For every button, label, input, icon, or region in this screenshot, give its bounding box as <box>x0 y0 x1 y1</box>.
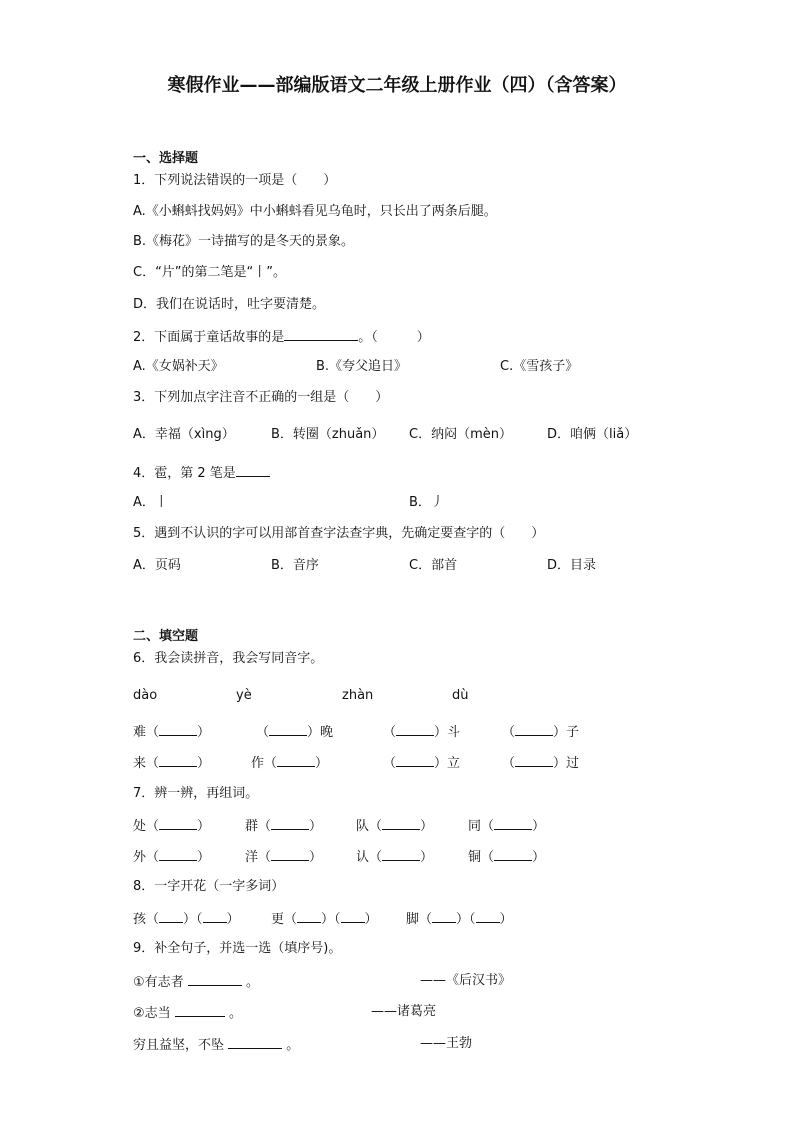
question-3-option-b: B．转圈（zhuǎn） <box>271 427 385 442</box>
answer-blank[interactable] <box>159 817 197 830</box>
answer-blank[interactable] <box>188 973 242 986</box>
pinyin-dao: dào <box>133 688 158 703</box>
answer-blank[interactable] <box>277 754 315 767</box>
question-4-option-a: A．丨 <box>133 495 168 510</box>
q7-r2-item3: 认（ ） <box>356 850 434 865</box>
question-5-stem: 5．遇到不认识的字可以用部首查字法查字典，先确定要查字的（ ） <box>133 526 545 541</box>
q7-r1-item1: 处（ ） <box>133 819 211 834</box>
section-heading-choice: 一、选择题 <box>133 151 199 166</box>
q6-r1-item3: （ ）斗 <box>383 725 461 740</box>
answer-blank[interactable] <box>432 910 456 923</box>
question-1-option-a: A.《小蝌蚪找妈妈》中小蝌蚪看见乌龟时，只长出了两条后腿。 <box>133 204 497 219</box>
section-heading-fill: 二、填空题 <box>133 629 199 644</box>
question-3-stem: 3．下列加点字注音不正确的一组是（ ） <box>133 390 389 405</box>
answer-blank[interactable] <box>396 754 434 767</box>
answer-blank[interactable] <box>515 723 553 736</box>
answer-blank[interactable] <box>236 464 270 477</box>
q8-item-geng: 更（ ）（ ） <box>271 912 378 927</box>
question-5-option-a: A．页码 <box>133 558 181 573</box>
answer-blank[interactable] <box>515 754 553 767</box>
question-3-option-d: D．咱俩（liǎ） <box>547 427 638 442</box>
q7-r1-item4: 同（ ） <box>468 819 546 834</box>
question-4-option-b: B．丿 <box>409 495 444 510</box>
answer-blank[interactable] <box>284 328 358 341</box>
q6-r1-item2: （ ）晚 <box>256 725 334 740</box>
answer-blank[interactable] <box>175 1004 225 1017</box>
answer-blank[interactable] <box>396 723 434 736</box>
q6-r2-item3: （ ）立 <box>383 756 461 771</box>
q6-r1-item4: （ ）子 <box>502 725 580 740</box>
q8-item-hai: 孩（ ）（ ） <box>133 912 240 927</box>
question-2-stem-tail: 。（ ） <box>358 330 430 345</box>
q7-r2-item4: 铜（ ） <box>468 850 546 865</box>
answer-blank[interactable] <box>382 848 420 861</box>
question-1-option-d: D．我们在说话时，吐字要清楚。 <box>133 297 326 312</box>
answer-blank[interactable] <box>494 817 532 830</box>
q7-r1-item2: 群（ ） <box>245 819 323 834</box>
question-4-stem-text: 4．雹，第 2 笔是 <box>133 466 236 481</box>
answer-blank[interactable] <box>297 910 321 923</box>
question-6-stem: 6．我会读拼音，我会写同音字。 <box>133 651 324 666</box>
answer-blank[interactable] <box>271 848 309 861</box>
pinyin-ye: yè <box>236 688 252 703</box>
q6-r2-item4: （ ）过 <box>502 756 580 771</box>
answer-blank[interactable] <box>382 817 420 830</box>
answer-blank[interactable] <box>159 910 183 923</box>
question-4-stem <box>133 464 270 482</box>
question-5-option-c: C．部首 <box>409 558 458 573</box>
pinyin-zhan: zhàn <box>342 688 374 703</box>
question-2-stem-text: 2．下面属于童话故事的是 <box>133 330 285 345</box>
question-2-option-a: A.《女娲补天》 <box>133 359 224 374</box>
question-3-option-c: C．纳闷（mèn） <box>409 427 512 442</box>
answer-blank[interactable] <box>159 723 197 736</box>
question-1-stem: 1．下列说法错误的一项是（ ） <box>133 173 337 188</box>
question-2-option-b: B.《夸父追日》 <box>316 359 408 374</box>
question-1-option-c: C．“片”的第二笔是“丨”。 <box>133 265 287 280</box>
q9-line2-source: ——诸葛亮 <box>371 1004 437 1019</box>
q6-r2-item2: 作（ ） <box>251 756 329 771</box>
answer-blank[interactable] <box>269 723 307 736</box>
answer-blank[interactable] <box>271 817 309 830</box>
question-2-option-c: C.《雪孩子》 <box>500 359 579 374</box>
q9-line1: ①有志者 。 <box>133 975 259 990</box>
question-5-option-d: D．目录 <box>547 558 597 573</box>
question-2-stem <box>133 328 430 346</box>
q9-line2: ②志当 。 <box>133 1006 242 1021</box>
q9-line1-source: ——《后汉书》 <box>420 973 512 988</box>
answer-blank[interactable] <box>476 910 500 923</box>
answer-blank[interactable] <box>159 754 197 767</box>
q8-item-jiao: 脚（ ）（ ） <box>406 912 513 927</box>
answer-blank[interactable] <box>159 848 197 861</box>
q7-r1-item3: 队（ ） <box>356 819 434 834</box>
question-5-option-b: B．音序 <box>271 558 319 573</box>
page-title: 寒假作业——部编版语文二年级上册作业（四）（含答案） <box>167 75 627 96</box>
q9-line3: 穷且益坚，不坠 。 <box>133 1038 300 1053</box>
q6-r2-item1: 来（ ） <box>133 756 211 771</box>
answer-blank[interactable] <box>341 910 365 923</box>
q7-r2-item2: 洋（ ） <box>245 850 323 865</box>
pinyin-du: dù <box>452 688 469 703</box>
question-7-stem: 7．辨一辨，再组词。 <box>133 786 259 801</box>
answer-blank[interactable] <box>228 1036 282 1049</box>
question-8-stem: 8．一字开花（一字多词） <box>133 879 285 894</box>
q6-r1-item1: 难（ ） <box>133 725 211 740</box>
question-1-option-b: B.《梅花》一诗描写的是冬天的景象。 <box>133 234 355 249</box>
answer-blank[interactable] <box>494 848 532 861</box>
question-9-stem: 9．补全句子，并选一选（填序号)。 <box>133 941 342 956</box>
question-3-option-a: A．幸福（xìng） <box>133 427 235 442</box>
q7-r2-item1: 外（ ） <box>133 850 211 865</box>
q9-line3-source: ——王勃 <box>420 1036 473 1051</box>
answer-blank[interactable] <box>203 910 227 923</box>
